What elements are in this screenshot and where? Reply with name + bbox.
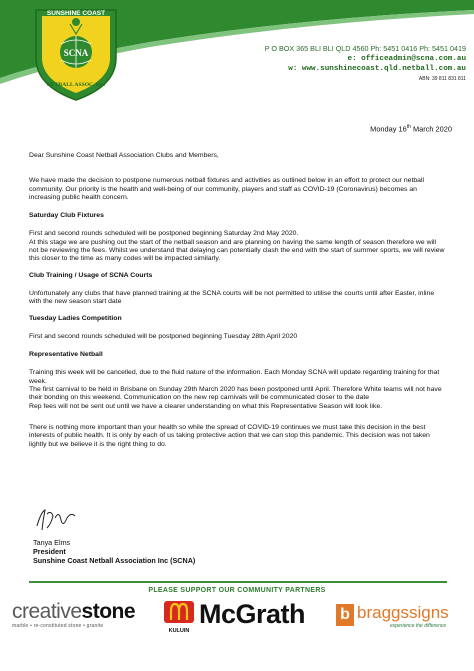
website-link[interactable]: w: www.sunshinecoast.qld.netball.com.au [288, 65, 466, 73]
creativestone-logo[interactable] [12, 600, 135, 629]
section-heading-tuesday: Tuesday Ladies Competition [29, 314, 122, 322]
logo-monogram: SCNA [63, 48, 89, 58]
section-heading-saturday: Saturday Club Fixtures [29, 212, 104, 220]
logo-text-overlay [30, 6, 122, 104]
handwritten-signature [33, 506, 79, 534]
postal-address: P O BOX 365 BLI BLI QLD 4560 Ph: 5451 0416 Ph: 5451 0419 [264, 44, 466, 53]
representative-paragraph-3: Rep fees will not be sent out until we have a clearer understanding on what this Representative Season will look like. [29, 402, 383, 410]
saturday-paragraph-2: At this stage we are pushing out the start of the netball season and are planning on having the same length of season therefore we will not be reviewing the fees. Whilst we understand that delaying can potentially clash the end with the start of summer sports, we will review this closer to the time as many codes will be impacted similarly. [29, 238, 445, 263]
signature-block [33, 538, 195, 565]
email-link[interactable]: e: officeadmin@scna.com.au [347, 55, 466, 63]
section-heading-representative: Representative Netball [29, 351, 103, 359]
representative-paragraph-1: Training this week will be cancelled, due to the fluid nature of the information. Each Monday SCNA will update regarding training for that week. [29, 369, 440, 385]
braggs-tagline: experience the difference [390, 623, 447, 629]
salutation: Dear Sunshine Coast Netball Association Clubs and Members, [29, 152, 219, 159]
saturday-paragraph-1: First and second rounds scheduled will be postponed beginning Saturday 2nd May 2020. [29, 230, 299, 238]
creativestone-tagline: marble • re-constituted stone • granite [12, 623, 104, 629]
training-paragraph: Unfortunately any clubs that have planned training at the SCNA courts will be not permitted to utilise the courts until after Easter, inline with the new season start date [29, 289, 435, 306]
mcdonalds-arches-icon [164, 601, 194, 623]
date-ordinal: th [406, 124, 411, 130]
tuesday-paragraph: First and second rounds scheduled will be postponed beginning Tuesday 28th April 2020 [29, 332, 298, 340]
partners-divider [29, 581, 447, 583]
abn-number: ABN: 39 811 831 811 [418, 76, 466, 82]
intro-paragraph: We have made the decision to postpone numerous netball fixtures and activities as outlined below in an effort to protect our netball community. Our priority is the health and well-being of our community, players and staff as COVID-19 (Coronavirus) becomes an increasing public health concern. [29, 177, 425, 201]
braggs-wordmark: braggssigns [357, 603, 449, 622]
braggs-b-icon: b [336, 604, 354, 626]
creativestone-light: creative [12, 600, 82, 623]
date-day: Monday 16 [370, 124, 407, 134]
signer-title: President [33, 547, 66, 556]
mcdonalds-location: KULUIN [168, 628, 190, 634]
closing-paragraph: There is nothing more important than your health so while the spread of COVID-19 continues we must take this decision in the best interests of public health. It is only by each of us taking protective action that we can stop this pandemic. This decision was not taken lightly but we believe it is the right thing to do. [29, 423, 430, 448]
partners-heading: PLEASE SUPPORT OUR COMMUNITY PARTNERS [148, 587, 326, 594]
mcgrath-logo[interactable]: McGrath [199, 599, 306, 629]
contact-block [265, 44, 466, 84]
letter-date [370, 124, 452, 133]
creativestone-bold: stone [81, 600, 136, 623]
signer-organisation: Sunshine Coast Netball Association Inc (SCNA) [33, 556, 196, 565]
letter-body [29, 152, 447, 449]
mcdonalds-logo[interactable] [164, 601, 194, 634]
representative-paragraph-2: The first carnival to be held in Brisbane on Sunday 29th March 2020 has been postponed until April. Therefore White teams will not have their bonding on this weekend. Communication on the new rep carnivals will be communicated closer to the date [29, 386, 442, 402]
signer-name: Tanya Elms [33, 538, 71, 547]
date-month-year: March 2020 [410, 124, 452, 134]
logo-top-text: SUNSHINE COAST [46, 10, 106, 17]
section-heading-training: Club Training / Usage of SCNA Courts [29, 271, 153, 279]
logo-bottom-text: NETBALL ASSOC. Inc. [46, 82, 106, 88]
